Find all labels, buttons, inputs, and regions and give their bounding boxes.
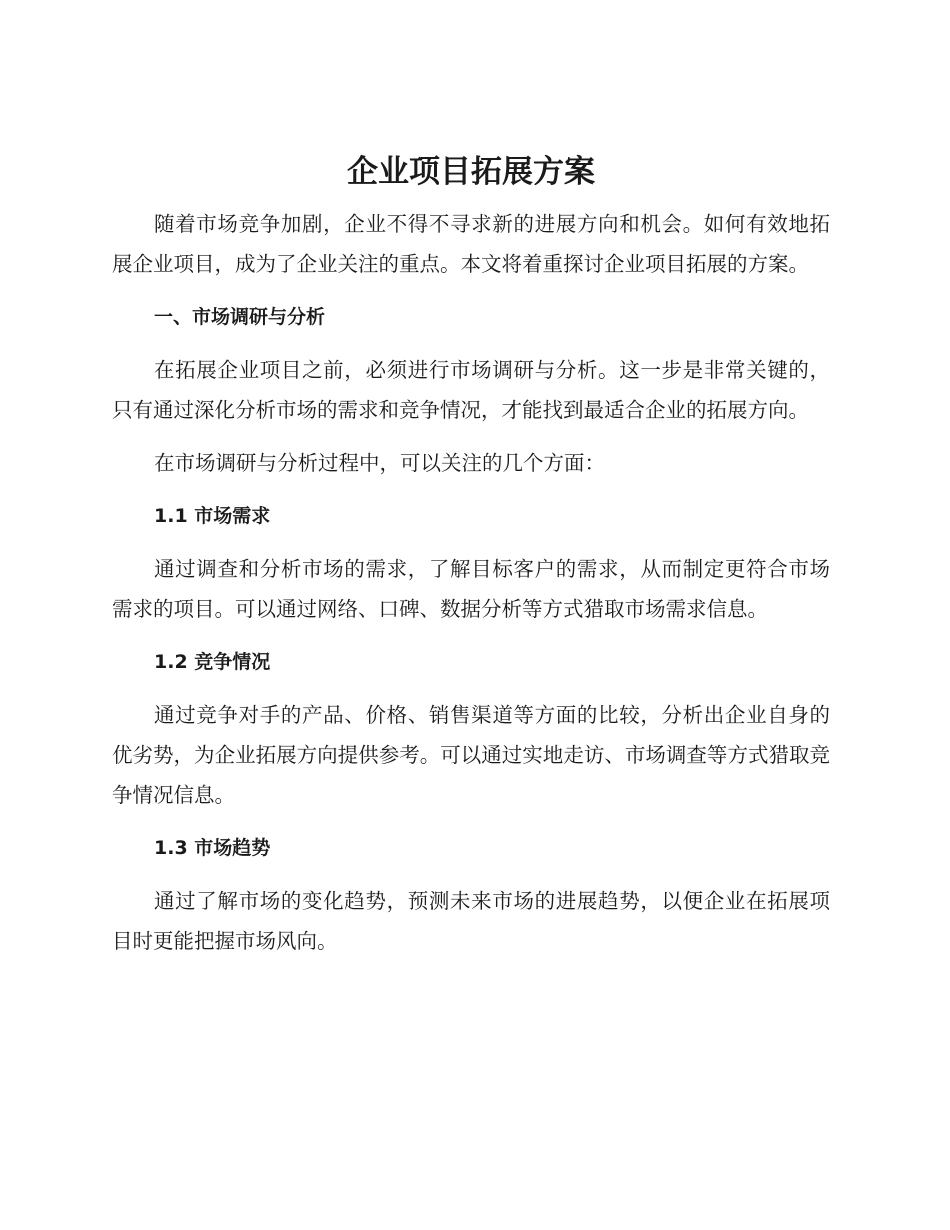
document-title: 企业项目拓展方案 bbox=[347, 154, 595, 190]
subsection-1-1-text: 通过调查和分析市场的需求，了解目标客户的需求，从而制定更符合市场需求的项目。可以通过网络、口碑、数据分析等方式猎取市场需求信息。 bbox=[112, 557, 830, 621]
subsection-1-1-heading: 1.1 市场需求 bbox=[154, 505, 271, 527]
section-1-paragraph-1: 在拓展企业项目之前，必须进行市场调研与分析。这一步是非常关键的，只有通过深化分析市场的需求和竞争情况，才能找到最适合企业的拓展方向。 bbox=[112, 358, 830, 422]
subsection-1-2-text: 通过竞争对手的产品、价格、销售渠道等方面的比较，分析出企业自身的优劣势，为企业拓展方向提供参考。可以通过实地走访、市场调查等方式猎取竞争情况信息。 bbox=[112, 703, 830, 807]
subsection-1-3-text: 通过了解市场的变化趋势，预测未来市场的进展趋势，以便企业在拓展项目时更能把握市场风向。 bbox=[112, 889, 830, 953]
subsection-1-2-heading: 1.2 竞争情况 bbox=[154, 651, 271, 673]
subsection-1-3-heading: 1.3 市场趋势 bbox=[154, 837, 271, 859]
section-1-heading: 一、市场调研与分析 bbox=[154, 306, 326, 328]
section-1-paragraph-2: 在市场调研与分析过程中，可以关注的几个方面： bbox=[154, 451, 605, 475]
intro-paragraph: 随着市场竞争加剧，企业不得不寻求新的进展方向和机会。如何有效地拓展企业项目，成为了企业关注的重点。本文将着重探讨企业项目拓展的方案。 bbox=[112, 212, 830, 276]
document-page bbox=[112, 150, 830, 961]
